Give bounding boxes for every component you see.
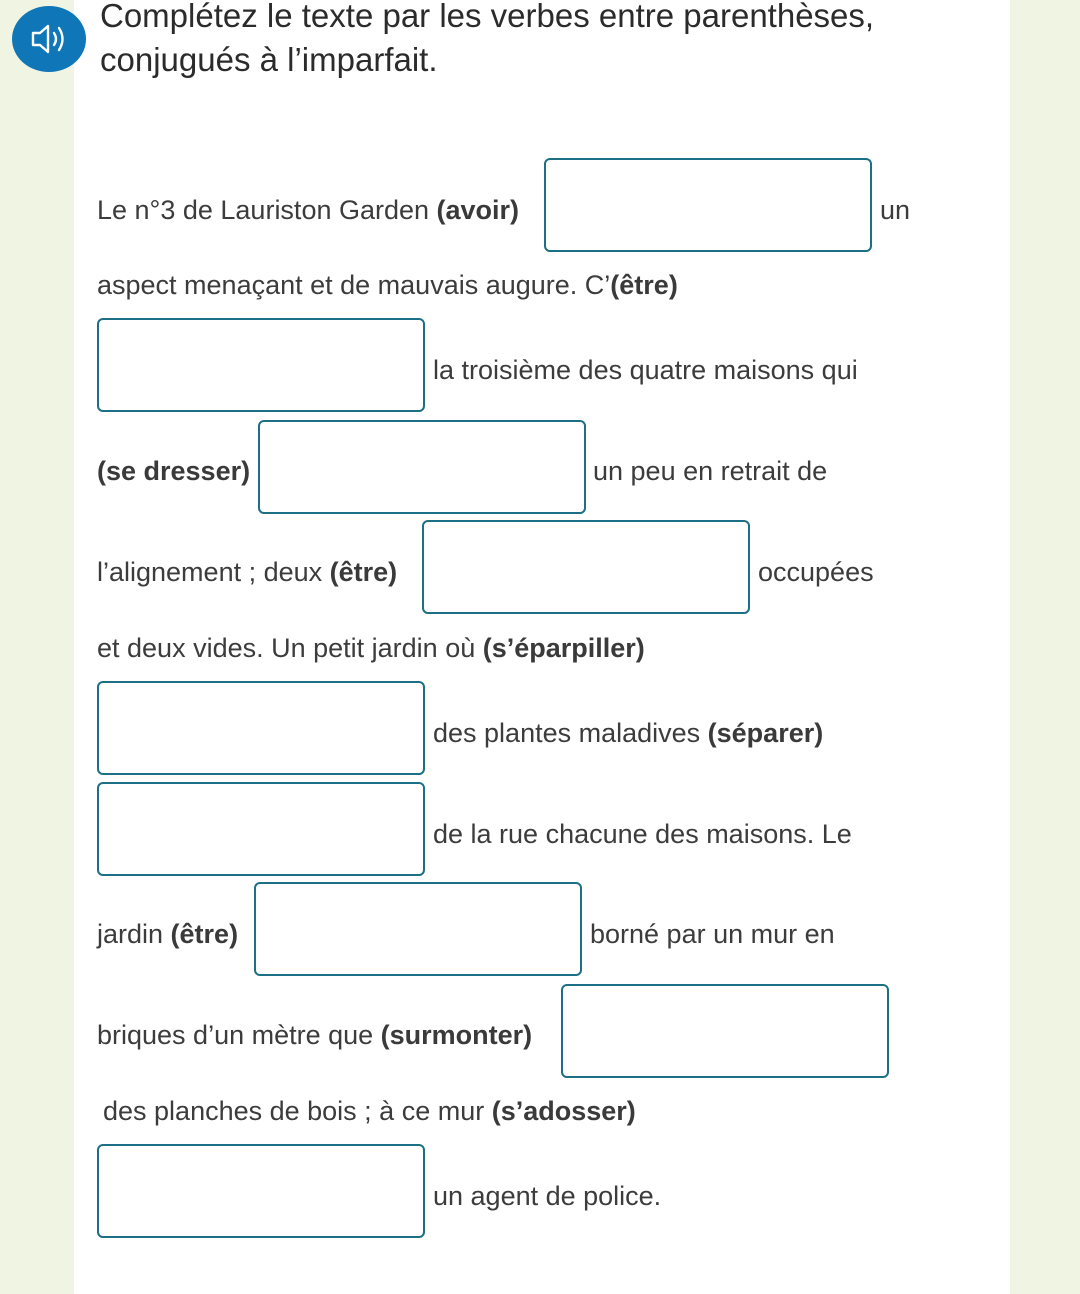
text-segment: borné par un mur en [590,919,835,949]
verb-avoir: (avoir) [436,195,520,225]
text-line-5 [97,555,397,589]
text-line-8 [433,817,852,851]
text-line-2 [97,268,678,302]
verb-surmonter: (surmonter) [380,1020,533,1050]
text-line-4 [97,454,250,488]
text-line-5-after [758,555,874,589]
verb-s-eparpiller: (s’éparpiller) [482,633,645,663]
text-segment: des planches de bois ; à ce mur [103,1096,492,1126]
verb-etre-3: (être) [170,919,239,949]
verb-separer: (séparer) [707,718,824,748]
text-line-12 [433,1179,661,1213]
text-segment: l’alignement ; deux [97,557,330,587]
text-line-3 [433,353,858,387]
text-line-6 [97,631,645,665]
instruction-text [100,0,1000,82]
text-line-1-after [880,193,910,227]
text-segment: de la rue chacune des maisons. Le [433,819,852,849]
answer-field-s-adosser[interactable] [97,1144,425,1238]
verb-etre-2: (être) [329,557,398,587]
text-line-7 [433,716,823,750]
text-segment: un [880,195,911,225]
text-line-9-after [590,917,835,951]
instruction-line-2: conjugués à l’imparfait. [100,41,438,78]
text-segment: la troisième des quatre maisons qui [433,355,858,385]
answer-field-surmonter[interactable] [561,984,889,1078]
text-segment: un peu en retrait de [593,456,828,486]
answer-field-s-eparpiller[interactable] [97,681,425,775]
text-segment: occupées [758,557,874,587]
text-line-10 [97,1018,532,1052]
answer-field-se-dresser[interactable] [258,420,586,514]
verb-s-adosser: (s’adosser) [491,1096,636,1126]
verb-se-dresser: (se dresser) [97,456,251,486]
text-line-9 [97,917,238,951]
text-segment: aspect menaçant et de mauvais augure. C’ [97,270,611,300]
answer-field-etre-3[interactable] [254,882,582,976]
answer-field-avoir[interactable] [544,158,872,252]
text-segment: et deux vides. Un petit jardin où [97,633,483,663]
text-line-11 [103,1094,636,1128]
audio-button[interactable] [12,6,86,72]
text-line-1 [97,193,519,227]
verb-etre-1: (être) [610,270,678,300]
text-segment: Le n°3 de Lauriston Garden [97,195,437,225]
answer-field-separer[interactable] [97,782,425,876]
answer-field-etre-1[interactable] [97,318,425,412]
text-segment: un agent de police. [433,1181,662,1211]
speaker-icon [29,22,69,56]
text-line-4-after [593,454,827,488]
text-segment: jardin [97,919,171,949]
text-segment: briques d’un mètre que [97,1020,381,1050]
text-segment: des plantes maladives [433,718,708,748]
answer-field-etre-2[interactable] [422,520,750,614]
instruction-line-1: Complétez le texte par les verbes entre parenthèses, [100,0,875,34]
